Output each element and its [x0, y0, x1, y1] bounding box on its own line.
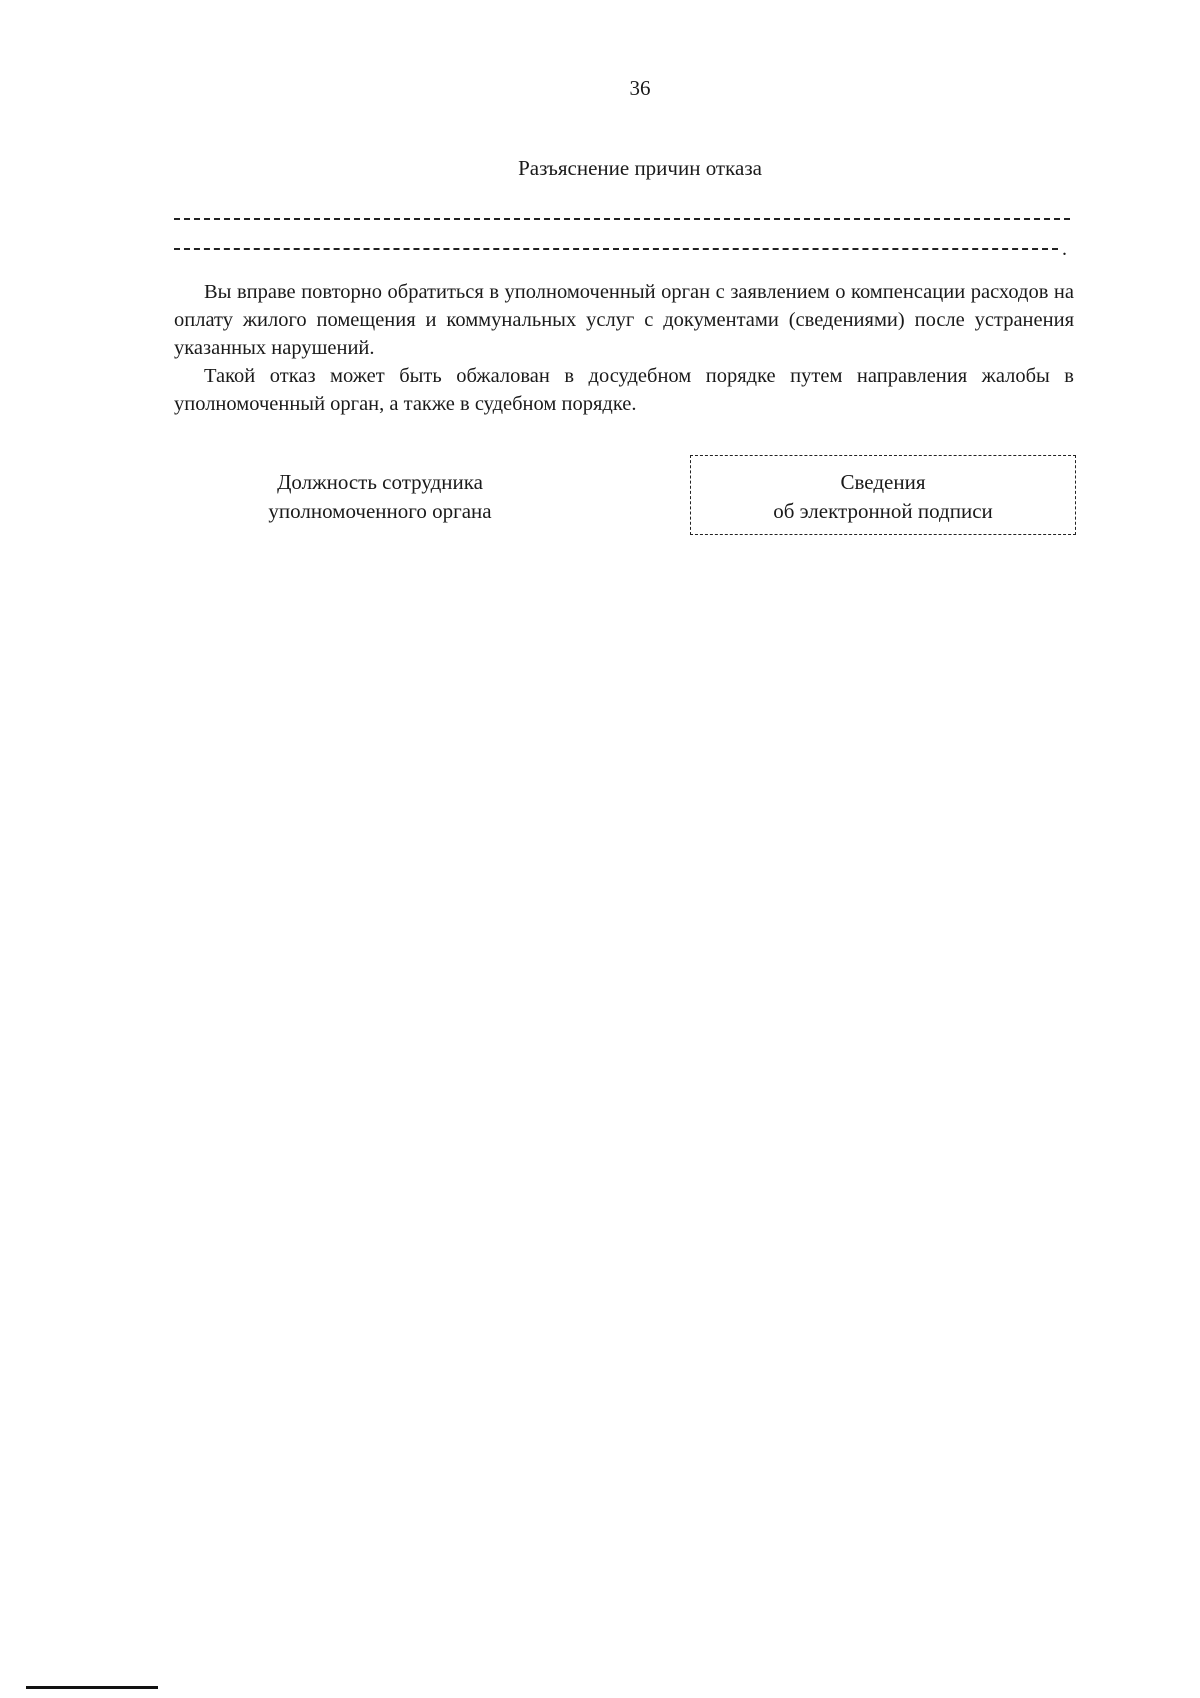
fill-in-line	[174, 248, 1058, 250]
official-position	[210, 468, 550, 526]
line-end-period: .	[1062, 238, 1067, 260]
section-title: Разъяснение причин отказа	[518, 156, 762, 180]
fill-in-line	[174, 218, 1070, 220]
page-number: 36	[629, 76, 651, 100]
official-position-line2: уполномоченного органа	[268, 499, 492, 523]
footer-scan-mark	[26, 1686, 158, 1689]
esign-line2: об электронной подписи	[773, 499, 993, 523]
body-text	[174, 278, 1074, 418]
paragraph-reapply: Вы вправе повторно обратиться в уполномоченный орган с заявлением о компенсации расходов на оплату жилого помещения и коммунальных услуг с документами (сведениями) после устранения указанных нарушений.	[174, 281, 1074, 359]
esign-line1: Сведения	[840, 470, 926, 494]
electronic-signature-box	[690, 455, 1076, 535]
paragraph-appeal: Такой отказ может быть обжалован в досудебном порядке путем направления жалобы в уполномоченный орган, а также в судебном порядке.	[174, 365, 1074, 415]
official-position-line1: Должность сотрудника	[277, 470, 483, 494]
